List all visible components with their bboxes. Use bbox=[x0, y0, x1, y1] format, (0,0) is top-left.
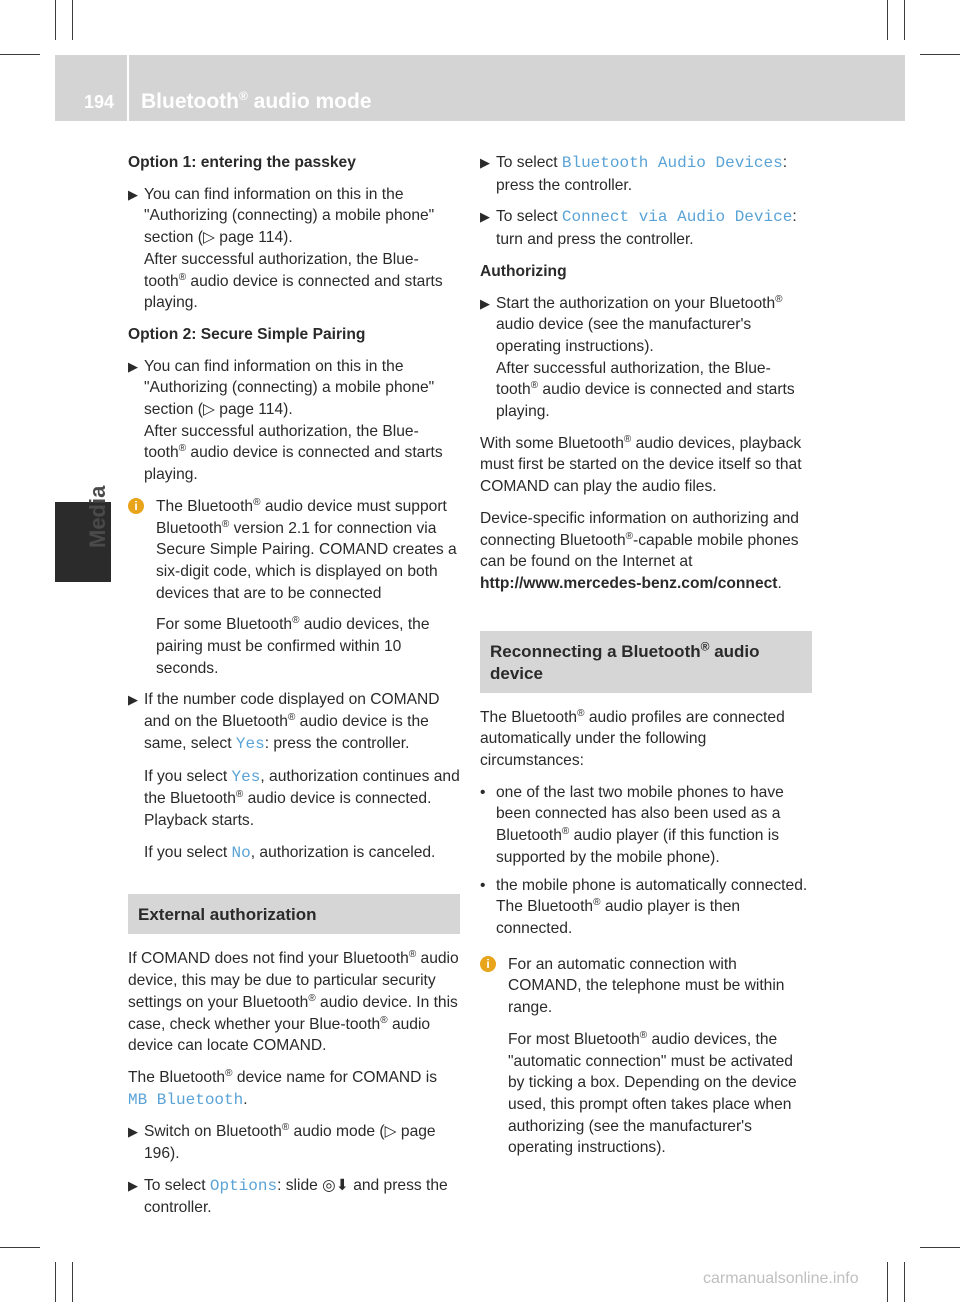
step: ▶ To select Connect via Audio Device: turn and press the controller. bbox=[480, 208, 797, 249]
paragraph: The Bluetooth® audio profiles are connected automatically under the following circumstances: bbox=[480, 707, 785, 770]
step: ▶ To select Bluetooth Audio Devices: press the controller. bbox=[480, 154, 788, 194]
step: ▶ You can find information on this in the "Authorizing (connecting) a mobile phone" section (▷ page 114). After successful authorization, the Blue-tooth® audio device is connected and starts playing. bbox=[128, 357, 443, 484]
page-title: Bluetooth® audio mode bbox=[141, 89, 372, 113]
crop-mark bbox=[904, 1262, 905, 1302]
paragraph: Device-specific information on authorizing and connecting Bluetooth®-capable mobile phones can be found on the Internet at http://www.mercedes-benz.com/connect. bbox=[480, 509, 799, 592]
crop-mark bbox=[887, 1262, 888, 1302]
arrow-right-icon: ▶ bbox=[128, 1124, 138, 1140]
info-icon: i bbox=[128, 498, 144, 514]
watermark: carmanualsonline.info bbox=[703, 1270, 859, 1287]
list-item: • the mobile phone is automatically connected. The Bluetooth® audio player is then connected. bbox=[480, 876, 808, 937]
side-tab bbox=[77, 485, 117, 558]
step: ▶ Start the authorization on your Bluetooth® audio device (see the manufacturer's operating instructions). After successful authorization, the Blue-tooth® audio device is connected and starts playing. bbox=[480, 293, 795, 421]
arrow-right-icon: ▶ bbox=[480, 209, 490, 225]
left-column bbox=[128, 152, 460, 1229]
info-note: i The Bluetooth® audio device must support Bluetooth® version 2.1 for connection via Secure Simple Pairing. COMAND creates a six-digit code, which is displayed on both devices that are to be connected For some Bluetooth® audio devices, the pairing must be confirmed within 10 seconds. bbox=[128, 496, 460, 680]
page-number: 194 bbox=[84, 92, 115, 112]
crop-mark bbox=[920, 1247, 960, 1248]
crop-mark bbox=[55, 0, 56, 40]
bullet-icon: • bbox=[480, 783, 486, 801]
crop-mark bbox=[920, 54, 960, 55]
crop-mark bbox=[0, 1247, 40, 1248]
crop-mark bbox=[887, 0, 888, 40]
arrow-right-icon: ▶ bbox=[128, 692, 138, 708]
right-column bbox=[480, 152, 812, 1169]
paragraph: If COMAND does not find your Bluetooth® audio device, this may be due to particular security settings on your Bluetooth® audio device. In this case, check whether your Blue-tooth® audio device can locate COMAND. bbox=[128, 949, 459, 1055]
step: ▶ Switch on Bluetooth® audio mode (▷ page 196). bbox=[128, 1122, 436, 1163]
side-tab-label: Media bbox=[85, 485, 110, 548]
info-icon: i bbox=[480, 956, 496, 972]
list-item: • one of the last two mobile phones to have been connected has also been used as a Bluetooth® audio player (if this function is supported by the mobile phone). bbox=[480, 783, 784, 866]
arrow-right-icon: ▶ bbox=[128, 358, 138, 374]
step: ▶ You can find information on this in the "Authorizing (connecting) a mobile phone" section (▷ page 114). After successful authorization, the Blue-tooth® audio device is connected and starts playing. bbox=[128, 185, 443, 312]
crop-mark bbox=[72, 0, 73, 40]
arrow-right-icon: ▶ bbox=[128, 1177, 138, 1193]
bullet-icon: • bbox=[480, 876, 486, 894]
paragraph: The Bluetooth® device name for COMAND is MB Bluetooth. bbox=[128, 1067, 437, 1109]
paragraph: With some Bluetooth® audio devices, playback must first be started on the device itself so that COMAND can play the audio files. bbox=[480, 433, 802, 496]
arrow-right-icon: ▶ bbox=[480, 295, 490, 311]
crop-mark bbox=[55, 1262, 56, 1302]
section-heading: External authorization bbox=[128, 894, 460, 934]
crop-mark bbox=[72, 1262, 73, 1302]
option1-title: Option 1: entering the passkey bbox=[128, 154, 356, 171]
header-divider bbox=[127, 55, 129, 121]
info-note: i For an automatic connection with COMAND, the telephone must be within range. For most Bluetooth® audio devices, the "automatic connection" must be activated by ticking a box. Depending on the device used, this prompt often takes place when authorizing (see the manufacturer's operating instructions). bbox=[480, 954, 812, 1159]
arrow-right-icon: ▶ bbox=[480, 155, 490, 170]
option2-title: Option 2: Secure Simple Pairing bbox=[128, 325, 366, 343]
authorizing-title: Authorizing bbox=[480, 262, 567, 280]
step: ▶ If the number code displayed on COMAND and on the Bluetooth® audio device is the same, select Yes: press the controller. If you select Yes, authorization continues and the Bluetooth® audio device is connected. Playback starts. If you select No, authorization is canceled. bbox=[128, 691, 460, 862]
step: ▶ To select Options: slide ◎⬇ and press the controller. bbox=[128, 1176, 448, 1217]
arrow-right-icon: ▶ bbox=[128, 186, 138, 202]
crop-mark bbox=[0, 54, 40, 55]
controller-slide-icon: ◎⬇ bbox=[322, 1176, 349, 1194]
section-heading: Reconnecting a Bluetooth® audio device bbox=[480, 631, 812, 693]
url-link[interactable]: http://www.mercedes-benz.com/connect bbox=[480, 574, 778, 592]
crop-mark bbox=[904, 0, 905, 40]
